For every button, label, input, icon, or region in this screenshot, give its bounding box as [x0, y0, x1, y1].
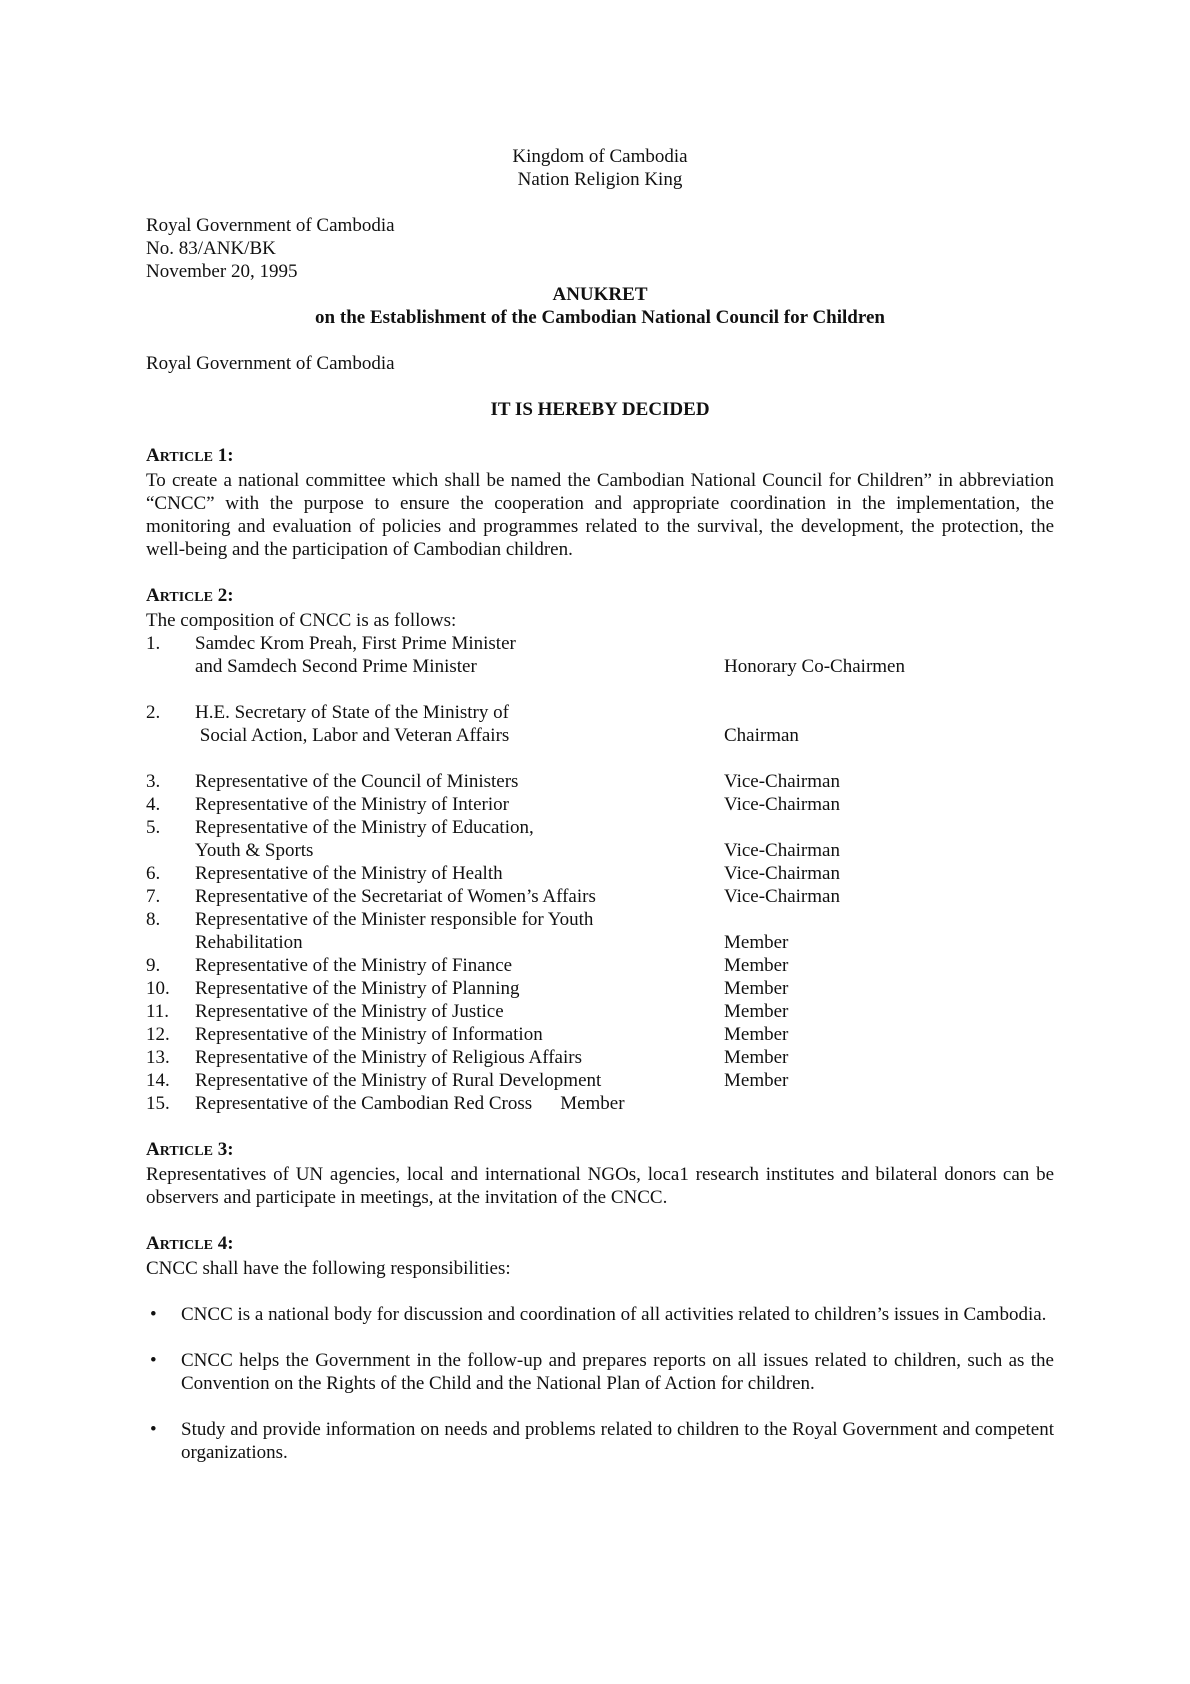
national-motto: Nation Religion King — [517, 169, 683, 190]
member-row-5: 5. Representative of the Ministry of Education, Youth & Sports Vice-Chairman — [146, 817, 840, 861]
member-role: Member — [724, 1070, 789, 1091]
bullet-icon: • — [150, 1350, 157, 1371]
member-role: Vice-Chairman — [724, 794, 840, 815]
member-row-10: 10. Representative of the Ministry of Planning Member — [146, 978, 789, 999]
member-role: Member — [724, 1001, 789, 1022]
member-role: Vice-Chairman — [724, 771, 840, 792]
member-row-13: 13. Representative of the Ministry of Religious Affairs Member — [146, 1047, 789, 1068]
responsibility-item-1: • CNCC is a national body for discussion and coordination of all activities related to children’s issues in Cambodia. — [150, 1304, 1047, 1325]
article-1-text: To create a national committee which shall be named the Cambodian National Council for Children” in abbreviation “CNCC” with the purpose to ensure the cooperation and appropriate coordination in the implementation, the monitoring and evaluation of policies and programmes related to the survival, the development, the protection, the well-being and the participation of Cambodian children. — [146, 470, 1054, 560]
member-role: Member — [724, 1047, 789, 1068]
bullet-icon: • — [150, 1304, 157, 1325]
member-row-14: 14. Representative of the Ministry of Rural Development Member — [146, 1070, 789, 1091]
document-title — [146, 283, 1054, 329]
preamble: Royal Government of Cambodia — [146, 353, 395, 374]
member-role: Member — [560, 1093, 625, 1114]
member-row-6: 6. Representative of the Ministry of Health Vice-Chairman — [146, 863, 840, 884]
article-3-text: Representatives of UN agencies, local and international NGOs, loca1 research institutes and bilateral donors can be observers and participate in meetings, at the invitation of the CNCC. — [146, 1164, 1054, 1208]
member-role: Chairman — [724, 725, 799, 746]
article-4-intro: CNCC shall have the following responsibilities: — [146, 1258, 511, 1279]
responsibility-item-2: • CNCC helps the Government in the follow-up and prepares reports on all issues related to children, such as the Convention on the Rights of the Child and the National Plan of Action for children. — [150, 1350, 1054, 1394]
member-role: Honorary Co-Chairmen — [724, 656, 905, 677]
responsibility-item-3: • Study and provide information on needs and problems related to children to the Royal Government and competent organizations. — [150, 1419, 1054, 1463]
article-3 — [146, 1138, 1054, 1209]
document-page — [146, 145, 1054, 1464]
member-row-1: 1. Samdec Krom Preah, First Prime Minister and Samdech Second Prime Minister Honorary Co-Chairmen — [146, 633, 905, 677]
issuer-block — [146, 214, 1054, 283]
letterhead — [146, 145, 1054, 191]
article-2-heading: ARTICLE 2: — [146, 585, 234, 606]
member-row-9: 9. Representative of the Ministry of Finance Member — [146, 955, 789, 976]
decision-heading: IT IS HEREBY DECIDED — [490, 399, 710, 420]
issuer-government: Royal Government of Cambodia — [146, 215, 395, 236]
member-row-7: 7. Representative of the Secretariat of Women’s Affairs Vice-Chairman — [146, 886, 840, 907]
member-role: Vice-Chairman — [724, 840, 840, 861]
title-subtitle: on the Establishment of the Cambodian National Council for Children — [315, 307, 885, 328]
member-row-15: 15. Representative of the Cambodian Red Cross Member — [146, 1093, 625, 1114]
article-1 — [146, 444, 1054, 561]
document-date: November 20, 1995 — [146, 261, 298, 282]
member-row-2: 2. H.E. Secretary of State of the Ministry of Social Action, Labor and Veteran Affairs Chairman — [146, 702, 799, 746]
article-2 — [146, 584, 1054, 1115]
document-number: No. 83/ANK/BK — [146, 238, 276, 259]
member-row-11: 11. Representative of the Ministry of Justice Member — [146, 1001, 789, 1022]
member-row-12: 12. Representative of the Ministry of Information Member — [146, 1024, 789, 1045]
member-role: Member — [724, 1024, 789, 1045]
member-role: Member — [724, 955, 789, 976]
member-row-3: 3. Representative of the Council of Ministers Vice-Chairman — [146, 771, 840, 792]
title-main: ANUKRET — [552, 284, 648, 305]
member-row-8: 8. Representative of the Minister responsible for Youth Rehabilitation Member — [146, 909, 789, 953]
member-role: Vice-Chairman — [724, 886, 840, 907]
article-1-heading: ARTICLE 1: — [146, 445, 234, 466]
member-role: Member — [724, 978, 789, 999]
article-4 — [146, 1232, 1054, 1464]
member-row-4: 4. Representative of the Ministry of Interior Vice-Chairman — [146, 794, 840, 815]
member-role: Member — [724, 932, 789, 953]
article-4-heading: ARTICLE 4: — [146, 1233, 234, 1254]
member-role: Vice-Chairman — [724, 863, 840, 884]
article-3-heading: ARTICLE 3: — [146, 1139, 234, 1160]
article-2-intro: The composition of CNCC is as follows: — [146, 610, 457, 631]
kingdom-name: Kingdom of Cambodia — [512, 146, 688, 167]
bullet-icon: • — [150, 1419, 157, 1440]
